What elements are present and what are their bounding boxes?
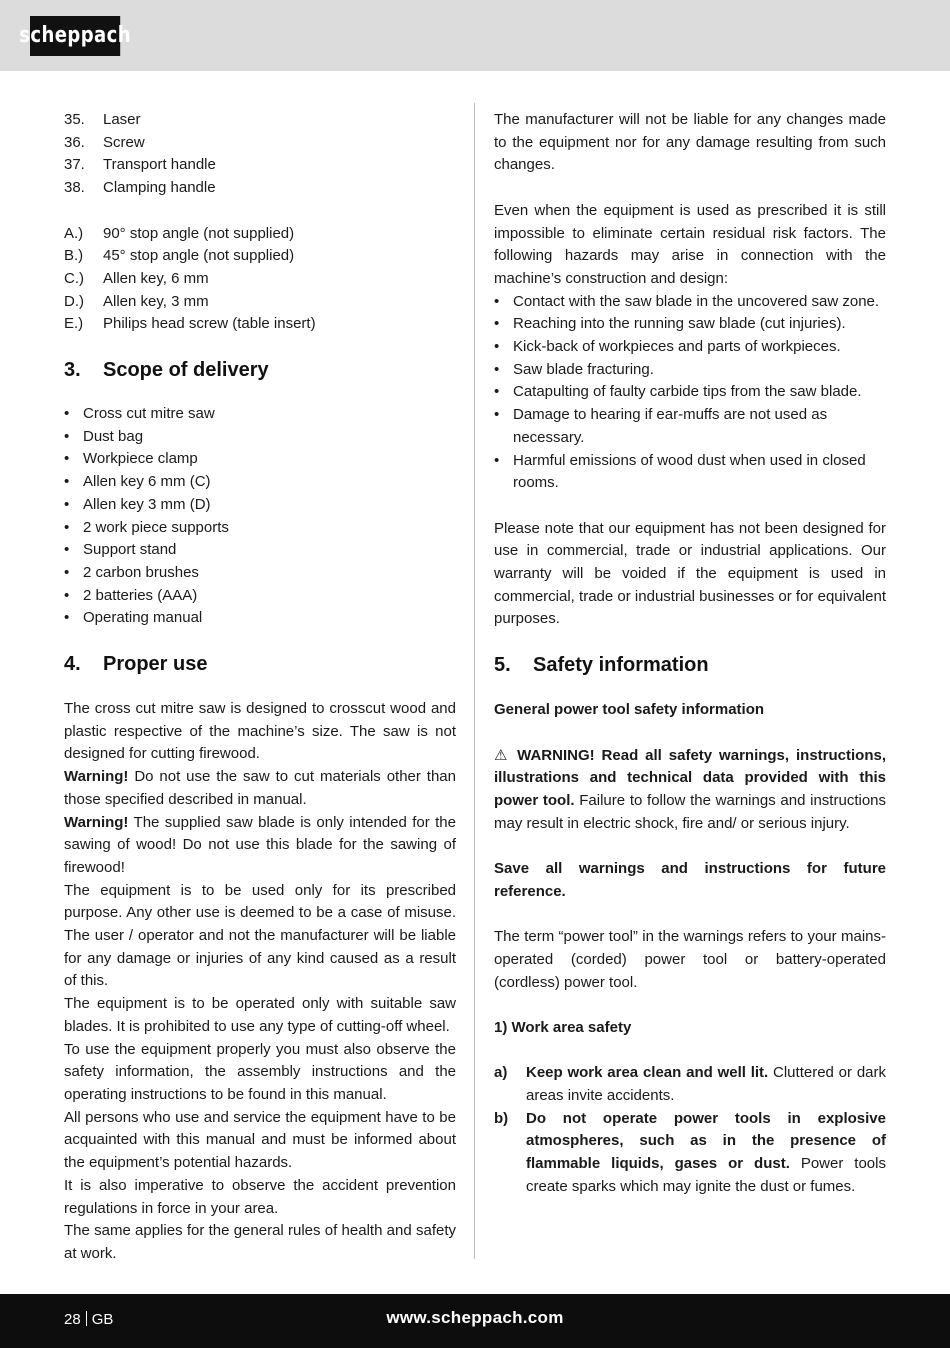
list-item: • Dust bag: [64, 426, 456, 449]
list-item: [494, 1108, 886, 1199]
paragraph: The same applies for the general rules of health and safety at work.: [64, 1222, 456, 1262]
section-3-heading: [64, 357, 456, 383]
accessories-list: [64, 223, 456, 337]
warning-text: Failure to follow the warnings and instructions may result in electric shock, fire and/ or serious injury.: [494, 791, 887, 832]
list-item: • Catapulting of faulty carbide tips from the saw blade.: [494, 381, 886, 404]
scheppach-logo: scheppach: [30, 16, 120, 56]
list-item: [64, 154, 456, 177]
item-number: 35.: [64, 111, 85, 128]
save-instructions-text: Save all warnings and instructions for future reference.: [494, 860, 886, 900]
section-title: Proper use: [103, 653, 208, 676]
section-5-heading: [494, 652, 886, 678]
section-title: Safety information: [533, 654, 709, 677]
item-number: 36.: [64, 133, 85, 151]
item-label: Allen key, 3 mm: [103, 292, 209, 310]
item-letter: a): [494, 1064, 508, 1082]
paragraph: The cross cut mitre saw is designed to crosscut wood and plastic respective of the machine’s size. The saw is not designed for cutting firewood.: [64, 700, 456, 763]
scope-of-delivery-list: [64, 403, 456, 630]
warning-text: Do not use the saw to cut materials other than those specified described in manual.: [64, 768, 456, 808]
item-number: C.): [64, 269, 84, 287]
list-item: • Workpiece clamp: [64, 448, 456, 471]
paragraph: The equipment is to be used only for its prescribed purpose. Any other use is deemed to be a case of misuse. The user / operator and not the manufacturer will be liable for any damage or injuries of any kind caused as a result of this.: [64, 881, 456, 990]
list-item: • Contact with the saw blade in the uncovered saw zone.: [494, 291, 886, 314]
list-item: • Support stand: [64, 539, 456, 562]
section-title: Scope of delivery: [103, 359, 269, 382]
paragraph: All persons who use and service the equipment have to be acquainted with this manual and must be informed about the equipment’s potential hazards.: [64, 1108, 456, 1172]
page-number: 28: [64, 1311, 81, 1328]
list-item: • Kick-back of workpieces and parts of workpieces.: [494, 336, 886, 359]
right-column: [494, 109, 886, 1199]
item-label: 45° stop angle (not supplied): [103, 247, 295, 265]
item-text: [526, 1108, 886, 1199]
item-number: 38.: [64, 179, 85, 197]
proper-use-text: [64, 698, 456, 1266]
item-number: D.): [64, 292, 84, 310]
list-item: [64, 223, 456, 246]
item-plain-text: Power tools create sparks which may ignite the dust or fumes.: [526, 1155, 886, 1195]
item-number: 37.: [64, 156, 85, 174]
item-letter: b): [494, 1109, 509, 1127]
list-item: • 2 work piece supports: [64, 517, 456, 540]
list-item: • Allen key 3 mm (D): [64, 494, 456, 517]
paragraph: The manufacturer will not be liable for any changes made to the equipment nor for any damage resulting from such changes.: [494, 111, 886, 174]
website-link[interactable]: www.scheppach.com: [386, 1308, 564, 1327]
column-divider: [474, 103, 475, 1259]
list-item: [494, 1062, 886, 1107]
list-item: [64, 132, 456, 155]
paragraph: Even when the equipment is used as prescribed it is still impossible to eliminate certain residual risk factors. The following hazards may arise in connection with the machine’s construction and design:: [494, 201, 886, 287]
item-number: E.): [64, 315, 84, 333]
subsection-heading: General power tool safety information: [494, 701, 765, 719]
list-item: [64, 245, 456, 268]
paragraph: The term “power tool” in the warnings refers to your mains-operated (corded) power tool or battery-operated (cordless) power tool.: [494, 928, 886, 991]
item-bold-text: Keep work area clean and well lit.: [526, 1064, 769, 1082]
item-label: 90° stop angle (not supplied): [103, 224, 295, 242]
list-item: • 2 batteries (AAA): [64, 585, 456, 608]
parts-list: [64, 109, 456, 200]
section-4-heading: [64, 651, 456, 677]
warning-bold-text: WARNING! Read all safety warnings, instructions, illustrations and technical data provided with this power tool.: [494, 746, 887, 809]
paragraph: It is also imperative to observe the accident prevention regulations in force in your area.: [64, 1176, 456, 1217]
item-number: A.): [64, 224, 84, 242]
warning-label: Warning!: [64, 768, 129, 786]
work-area-list: [494, 1062, 886, 1198]
list-item: • Cross cut mitre saw: [64, 403, 456, 426]
item-label: Clamping handle: [103, 179, 216, 197]
warning-paragraph: [494, 745, 886, 836]
item-text: [526, 1062, 886, 1107]
paragraph: The equipment is to be operated only with suitable saw blades. It is prohibited to use any type of cutting-off wheel.: [64, 995, 456, 1035]
list-item: [64, 177, 456, 200]
list-item: [64, 268, 456, 291]
list-item: [64, 291, 456, 314]
paragraph: [64, 812, 456, 880]
warning-triangle-icon: ⚠: [494, 746, 511, 764]
footer-bar: [0, 1294, 950, 1348]
warning-text: The supplied saw blade is only intended for the sawing of wood! Do not use this blade for the sawing of firewood!: [64, 813, 456, 876]
section-number: 3.: [64, 359, 81, 382]
list-item: • Harmful emissions of wood dust when used in closed rooms.: [494, 450, 886, 495]
section-number: 5.: [494, 654, 511, 677]
item-plain-text: Cluttered or dark areas invite accidents.: [526, 1064, 886, 1105]
list-item: • 2 carbon brushes: [64, 562, 456, 585]
language-code: GB: [91, 1311, 114, 1328]
item-label: Allen key, 6 mm: [103, 269, 209, 287]
hazards-list: [494, 291, 886, 495]
section-number: 4.: [64, 653, 81, 676]
item-label: Philips head screw (table insert): [103, 315, 316, 333]
subsection-heading: 1) Work area safety: [494, 1018, 632, 1036]
list-item: • Reaching into the running saw blade (cut injuries).: [494, 313, 886, 336]
left-column: [64, 109, 456, 1266]
list-item: • Allen key 6 mm (C): [64, 471, 456, 494]
header-bar: [0, 0, 950, 71]
paragraph: To use the equipment properly you must also observe the safety information, the assembly instructions and the operating instructions to be found in this manual.: [64, 1040, 456, 1103]
list-item: • Damage to hearing if ear-muffs are not used as necessary.: [494, 404, 886, 449]
item-number: B.): [64, 247, 84, 265]
list-item: • Operating manual: [64, 607, 456, 630]
paragraph: Please note that our equipment has not been designed for use in commercial, trade or industrial applications. Our warranty will be voided if the equipment is used in commercial, trade or industrial businesses or for equivalent purposes.: [494, 519, 886, 628]
paragraph: [64, 766, 456, 811]
item-bold-text: Do not operate power tools in explosive atmospheres, such as in the presence of flammable liquids, gases or dust.: [526, 1109, 886, 1173]
item-label: Transport handle: [103, 156, 216, 174]
list-item: [64, 313, 456, 336]
item-label: Laser: [103, 111, 141, 128]
warning-label: Warning!: [64, 813, 129, 831]
list-item: [64, 109, 456, 132]
item-label: Screw: [103, 133, 145, 151]
list-item: • Saw blade fracturing.: [494, 359, 886, 382]
